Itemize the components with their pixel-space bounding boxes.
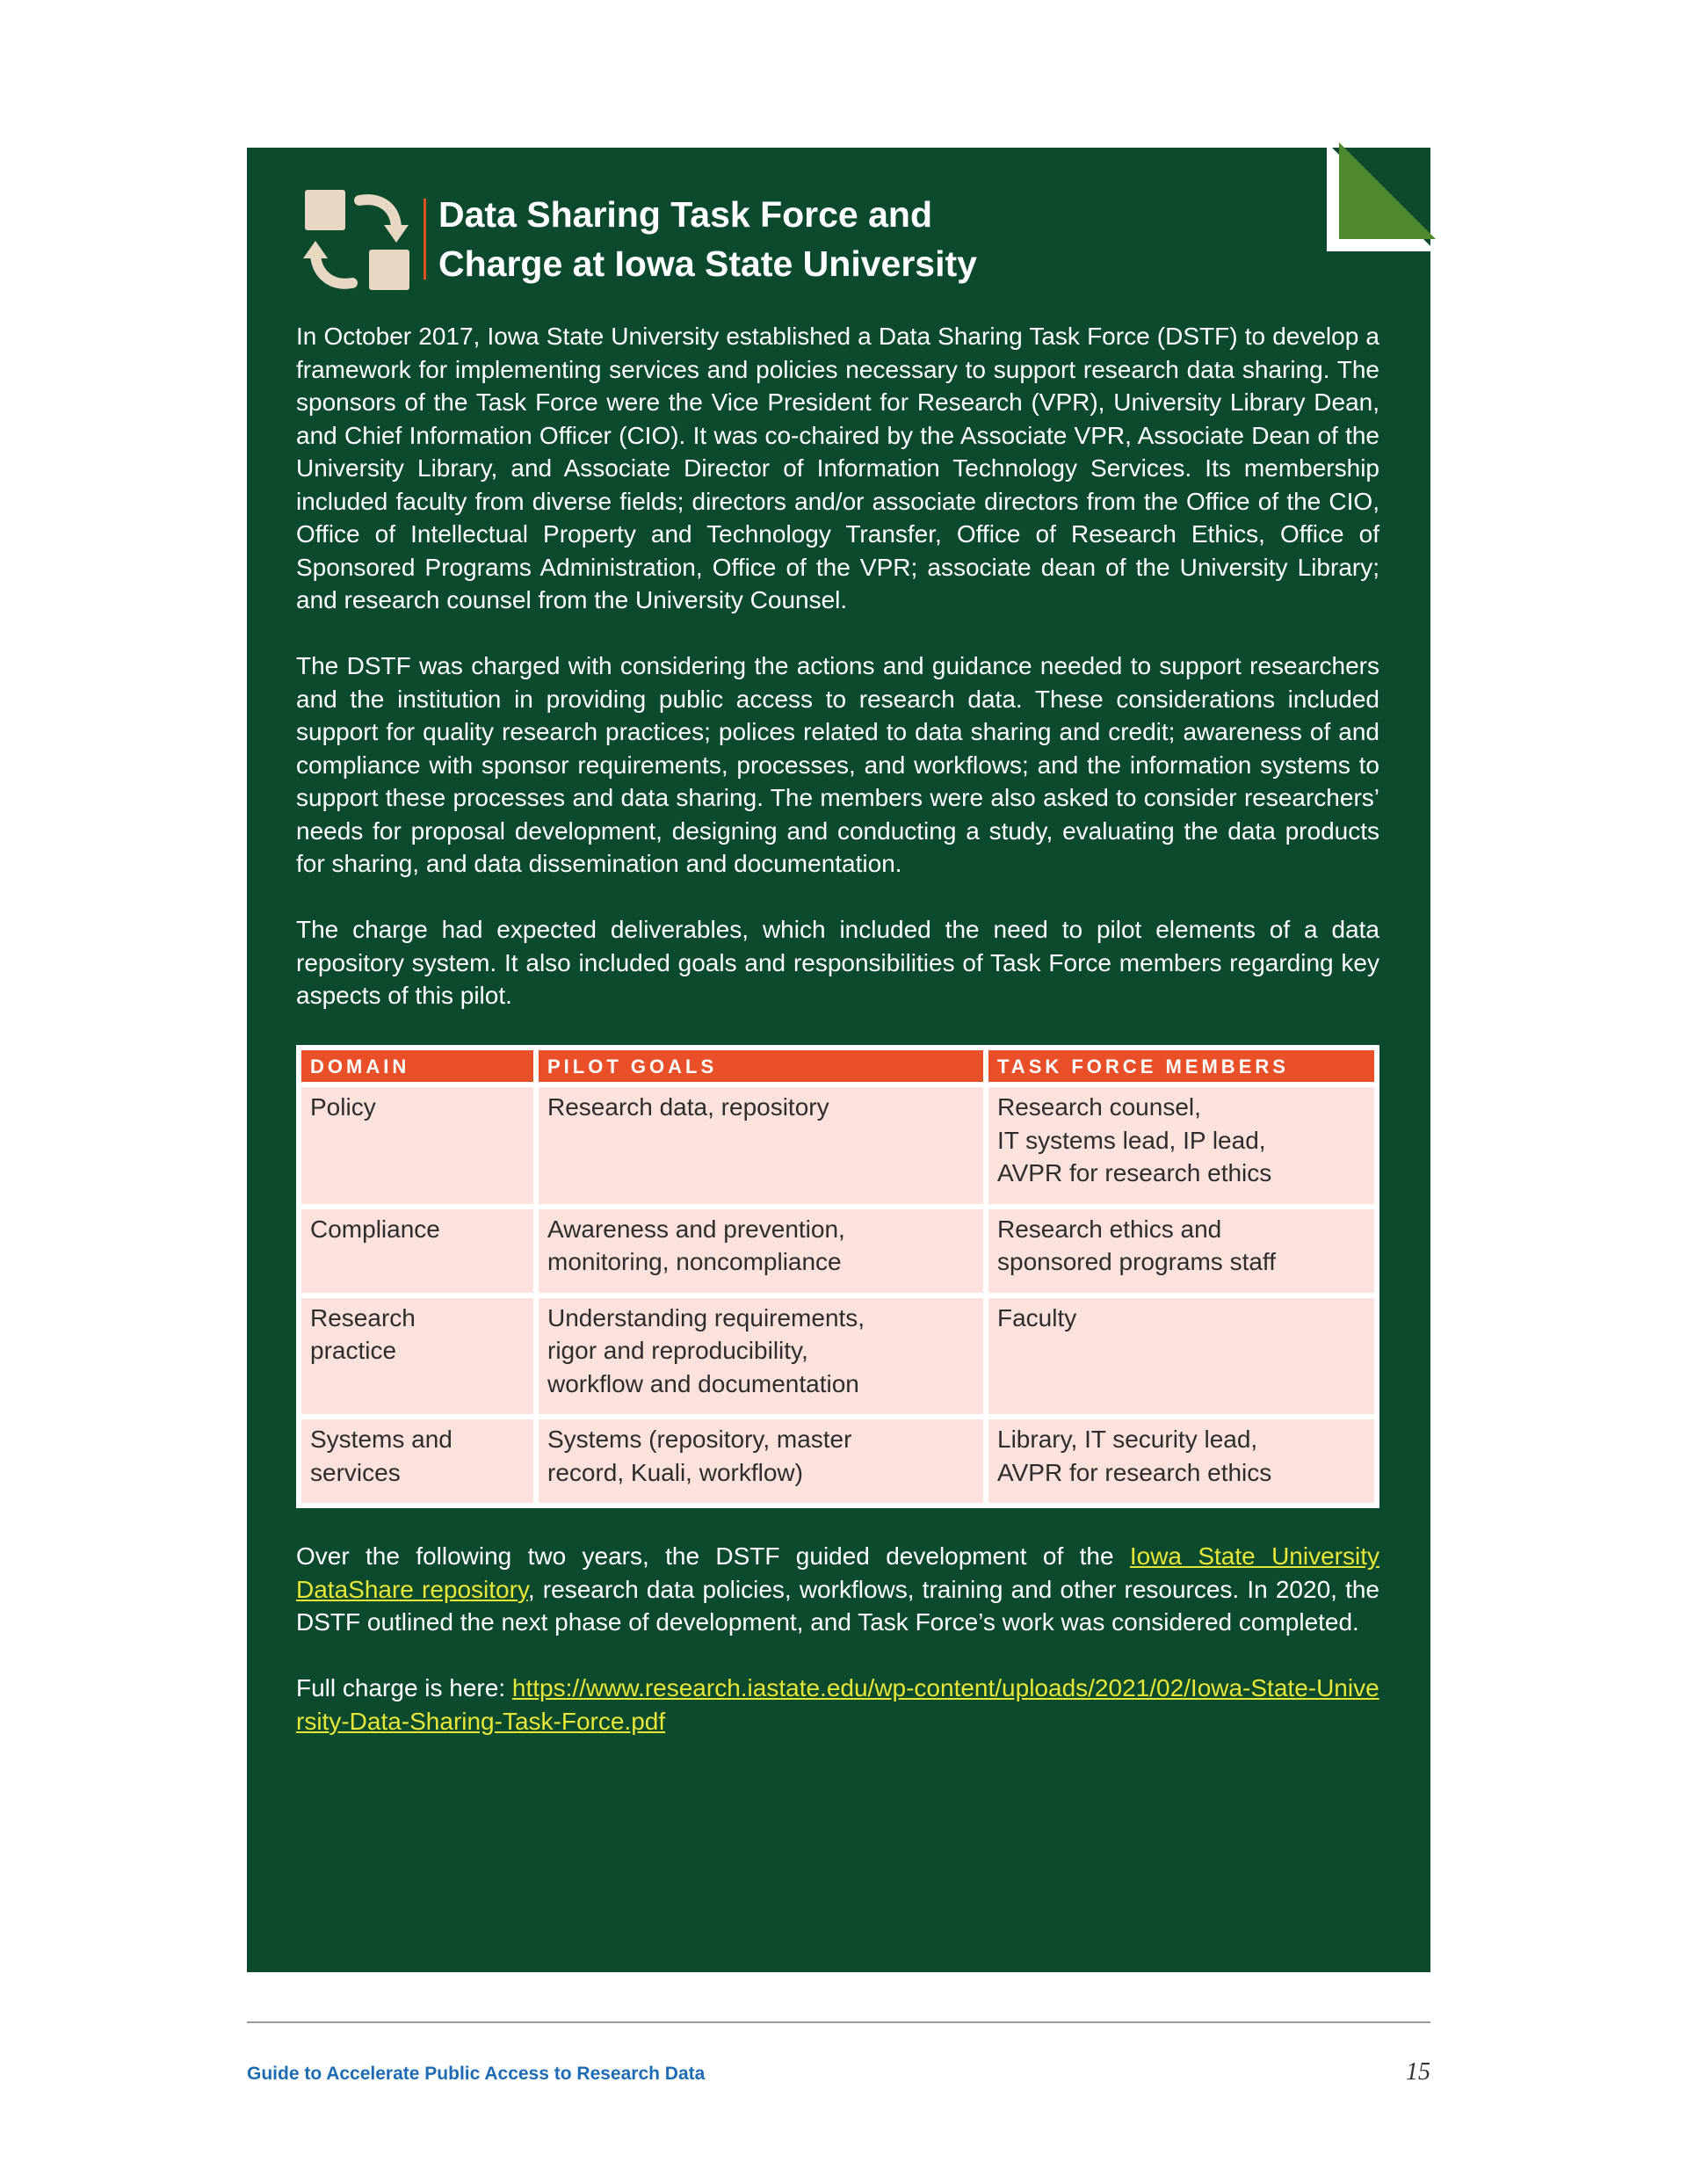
table-cell-members: Library, IT security lead, AVPR for research ethics xyxy=(988,1419,1374,1503)
page-number: 15 xyxy=(1406,2058,1430,2086)
paragraph-full-charge xyxy=(296,1672,1379,1738)
title-line-2: Charge at Iowa State University xyxy=(438,243,977,284)
full-charge-pdf-link[interactable]: https://www.research.iastate.edu/wp-content/uploads/2021/02/Iowa-State-University-Data-Sharing-Task-Force.pdf xyxy=(296,1674,1379,1735)
table-cell-domain: Systems and services xyxy=(301,1419,533,1503)
table-cell-pilot-goals: Understanding requirements, rigor and reproducibility, workflow and documentation xyxy=(539,1298,983,1415)
table-cell-domain: Research practice xyxy=(301,1298,533,1415)
column-header-task-force-members: TASK FORCE MEMBERS xyxy=(988,1050,1374,1082)
column-header-pilot-goals: PILOT GOALS xyxy=(539,1050,983,1082)
column-header-domain: DOMAIN xyxy=(301,1050,533,1082)
footer-divider xyxy=(247,2021,1430,2023)
footer-document-title: Guide to Accelerate Public Access to Research Data xyxy=(247,2064,706,2084)
datashare-repository-link[interactable]: Iowa State University DataShare repository xyxy=(296,1542,1379,1603)
table-row xyxy=(301,1209,1374,1293)
article-body xyxy=(296,320,1379,1771)
table-cell-pilot-goals: Systems (repository, master record, Kuali, workflow) xyxy=(539,1419,983,1503)
paragraph-intro: In October 2017, Iowa State University established a Data Sharing Task Force (DSTF) to develop a framework for implementing services and policies necessary to support research data sharing. The sponsors of the Task Force were the Vice President for Research (VPR), University Library Dean, and Chief Information Officer (CIO). It was co-chaired by the Associate VPR, Associate Dean of the University Library, and Associate Director of Information Technology Services. Its membership included faculty from diverse fields; directors and/or associate directors from the Office of the CIO, Office of Intellectual Property and Technology Transfer, Office of Research Ethics, Office of Sponsored Programs Administration, Office of the VPR; associate dean of the University Library; and research counsel from the University Counsel. xyxy=(296,323,1379,613)
table-cell-domain: Compliance xyxy=(301,1209,533,1293)
title-accent-bar xyxy=(424,199,426,279)
section-title xyxy=(438,190,1106,288)
table-cell-pilot-goals: Awareness and prevention, monitoring, noncompliance xyxy=(539,1209,983,1293)
table-cell-pilot-goals: Research data, repository xyxy=(539,1087,983,1204)
table-row xyxy=(301,1419,1374,1503)
data-exchange-icon xyxy=(303,185,417,299)
table-cell-members: Faculty xyxy=(988,1298,1374,1415)
page-corner-fold xyxy=(1327,142,1436,251)
table-row xyxy=(301,1298,1374,1415)
title-line-1: Data Sharing Task Force and xyxy=(438,194,933,235)
table-cell-members: Research ethics and sponsored programs staff xyxy=(988,1209,1374,1293)
full-charge-label: Full charge is here: xyxy=(296,1674,512,1701)
outcome-text-end: , research data policies, workflows, training and other resources. In 2020, the DSTF outlined the next phase of development, and Task Force’s work was considered completed. xyxy=(296,1575,1379,1636)
paragraph-charge: The DSTF was charged with considering the actions and guidance needed to support researchers and the institution in providing public access to research data. These considerations included support for quality research practices; polices related to data sharing and credit; awareness of and compliance with sponsor requirements, processes, and workflows; and the information systems to support these processes and data sharing. The members were also asked to consider researchers’ needs for proposal development, designing and conducting a study, evaluating the data products for sharing, and data dissemination and documentation. xyxy=(296,652,1379,877)
table-header-row xyxy=(301,1050,1374,1082)
table-cell-members: Research counsel, IT systems lead, IP lead, AVPR for research ethics xyxy=(988,1087,1374,1204)
table-row xyxy=(301,1087,1374,1204)
outcome-text-start: Over the following two years, the DSTF guided development of the xyxy=(296,1542,1130,1570)
paragraph-deliverables: The charge had expected deliverables, which included the need to pilot elements of a data repository system. It also included goals and responsibilities of Task Force members regarding key aspects of this pilot. xyxy=(296,916,1379,1009)
paragraph-outcome xyxy=(296,1540,1379,1639)
table-cell-domain: Policy xyxy=(301,1087,533,1204)
pilot-goals-table xyxy=(296,1045,1379,1508)
